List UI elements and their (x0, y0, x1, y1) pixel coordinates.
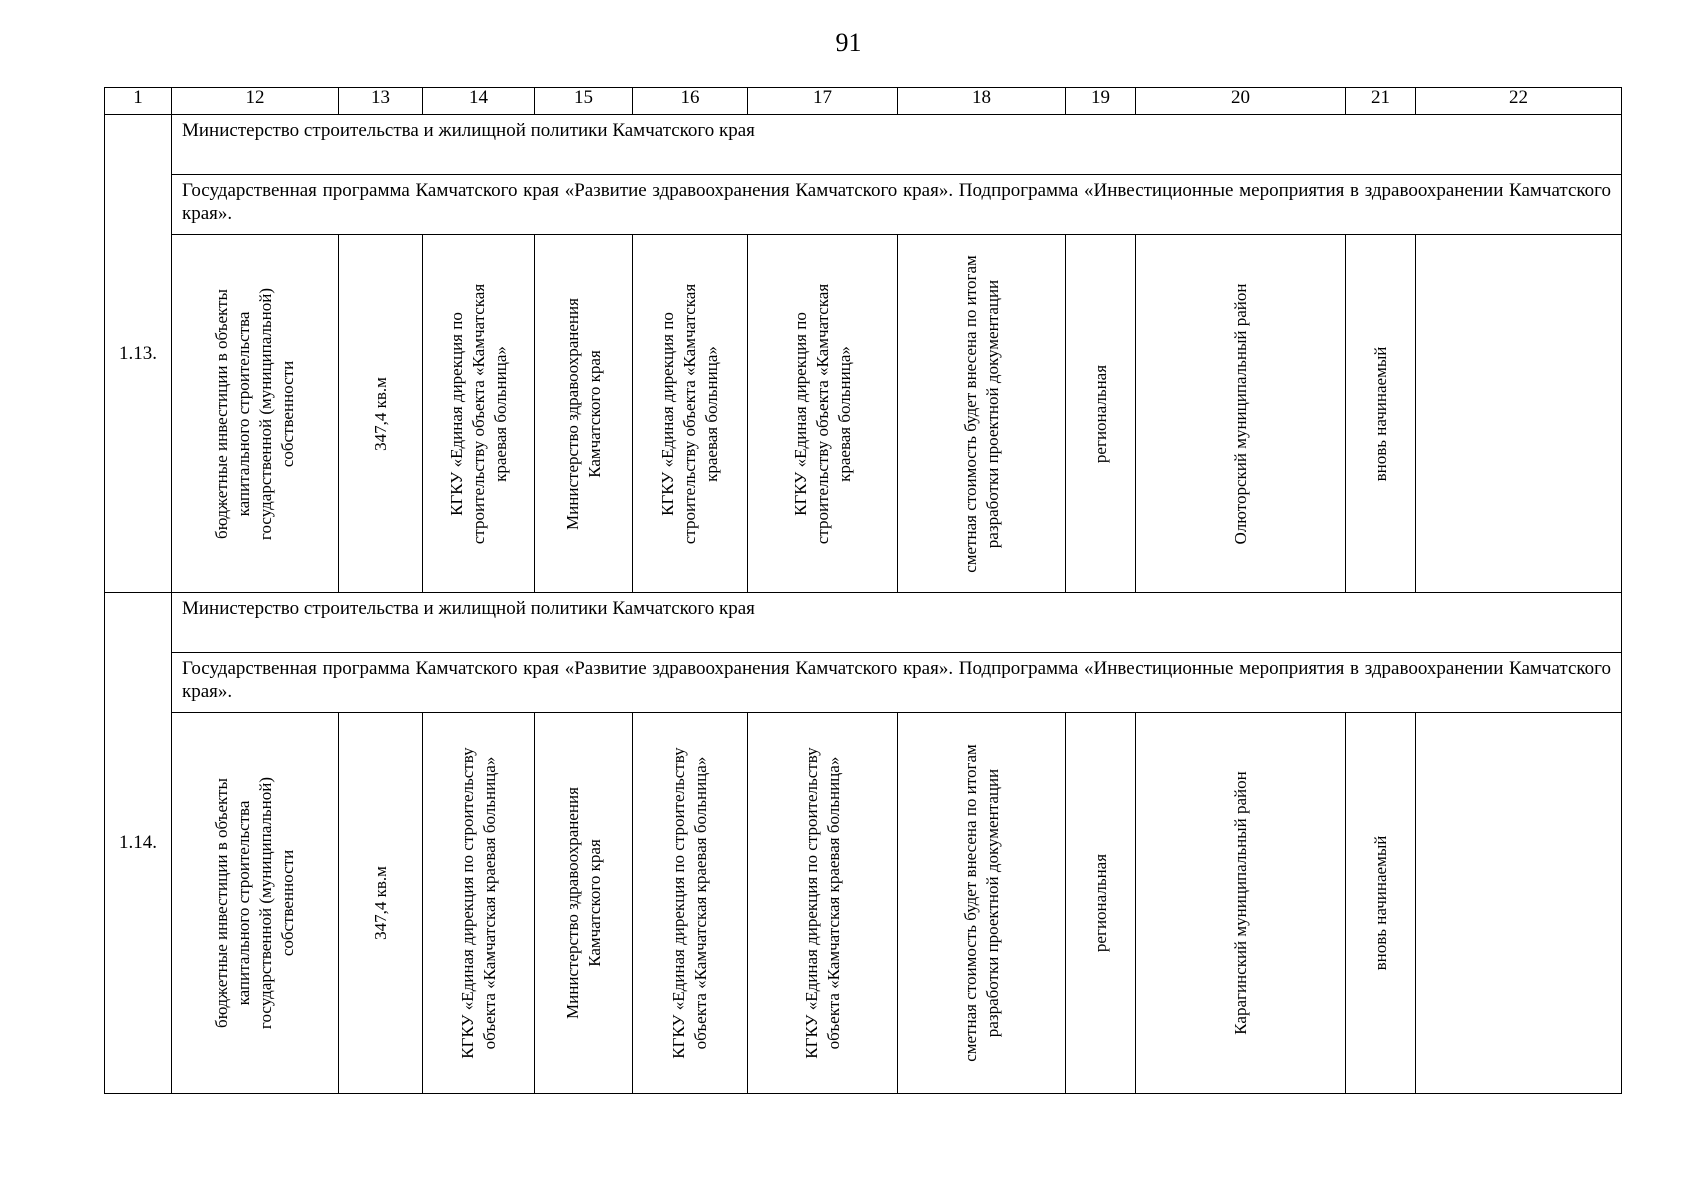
table-cell (1136, 235, 1346, 593)
developer: КГКУ «Единая дирекция по строительству объекта «Камчатская краевая больница» (658, 283, 721, 544)
table-cell (1066, 235, 1136, 593)
table-cell (1346, 713, 1416, 1094)
ministry-band: Министерство строительства и жилищной политики Камчатского края (172, 115, 1622, 175)
column-header: 13 (339, 88, 423, 115)
column-header: 17 (748, 88, 898, 115)
table-row (105, 593, 1622, 653)
customer: КГКУ «Единая дирекция по строительству объекта «Камчатская краевая больница» (446, 283, 510, 544)
table-row (105, 653, 1622, 713)
table-cell (339, 235, 423, 593)
table-cell (633, 713, 748, 1094)
capacity: 347,4 кв.м (370, 376, 390, 451)
project-status: вновь начинаемый (1370, 835, 1390, 971)
location: Олюторский муниципальный район (1230, 283, 1250, 544)
table-row (105, 713, 1622, 1094)
table-cell (535, 713, 633, 1094)
column-header: 1 (105, 88, 172, 115)
table-cell (898, 235, 1066, 593)
program-band: Государственная программа Камчатского края «Развитие здравоохранения Камчатского края». Подпрограмма «Инвестиционные мероприятия в здравоохранении Камчатского края». (172, 175, 1622, 235)
column-header: 15 (535, 88, 633, 115)
row-number: 1.13. (105, 115, 172, 593)
investment-type: бюджетные инвестиции в объекты капитального строительства государственной (муниципальной) собственности (212, 287, 297, 540)
column-header: 14 (423, 88, 535, 115)
table-cell (1136, 713, 1346, 1094)
ownership-level: региональная (1090, 853, 1110, 953)
table-cell (1066, 713, 1136, 1094)
column-header: 18 (898, 88, 1066, 115)
developer: КГКУ «Единая дирекция по строительству объекта «Камчатская краевая больница» (669, 747, 710, 1059)
table-cell (748, 235, 898, 593)
ownership-level: региональная (1090, 364, 1110, 463)
table-cell (633, 235, 748, 593)
table-cell (172, 713, 339, 1094)
table-cell (535, 235, 633, 593)
responsible-executor: Министерство здравоохранения Камчатского края (562, 297, 604, 530)
table-row (105, 175, 1622, 235)
column-header: 21 (1346, 88, 1416, 115)
builder: КГКУ «Единая дирекция по строительству объекта «Камчатская краевая больница» (790, 283, 854, 544)
program-band: Государственная программа Камчатского края «Развитие здравоохранения Камчатского края». Подпрограмма «Инвестиционные мероприятия в здравоохранении Камчатского края». (172, 653, 1622, 713)
table-cell (1416, 713, 1622, 1094)
estimated-cost: сметная стоимость будет внесена по итогам разработки проектной документации (960, 254, 1002, 573)
column-header: 19 (1066, 88, 1136, 115)
investment-type: бюджетные инвестиции в объекты капитального строительства государственной (муниципальной) собственности (212, 776, 297, 1030)
estimated-cost: сметная стоимость будет внесена по итогам разработки проектной документации (960, 744, 1002, 1062)
investment-table (104, 87, 1622, 1094)
table-cell (1346, 235, 1416, 593)
location: Карагинский муниципальный район (1230, 771, 1250, 1035)
ministry-band: Министерство строительства и жилищной политики Камчатского края (172, 593, 1622, 653)
column-header: 16 (633, 88, 748, 115)
table-cell (339, 713, 423, 1094)
project-status: вновь начинаемый (1370, 346, 1390, 481)
column-header: 20 (1136, 88, 1346, 115)
table-row (105, 115, 1622, 175)
table-row (105, 235, 1622, 593)
row-number: 1.14. (105, 593, 172, 1094)
table-cell (748, 713, 898, 1094)
column-header: 12 (172, 88, 339, 115)
builder: КГКУ «Единая дирекция по строительству объекта «Камчатская краевая больница» (801, 747, 843, 1059)
customer: КГКУ «Единая дирекция по строительству объекта «Камчатская краевая больница» (457, 747, 499, 1059)
capacity: 347,4 кв.м (370, 866, 390, 940)
table-cell (423, 235, 535, 593)
column-header-row (105, 88, 1622, 115)
table-cell (1416, 235, 1622, 593)
responsible-executor: Министерство здравоохранения Камчатского края (562, 787, 604, 1019)
table-cell (898, 713, 1066, 1094)
column-header: 22 (1416, 88, 1622, 115)
page-number: 91 (835, 28, 862, 57)
table-cell (172, 235, 339, 593)
table-cell (423, 713, 535, 1094)
